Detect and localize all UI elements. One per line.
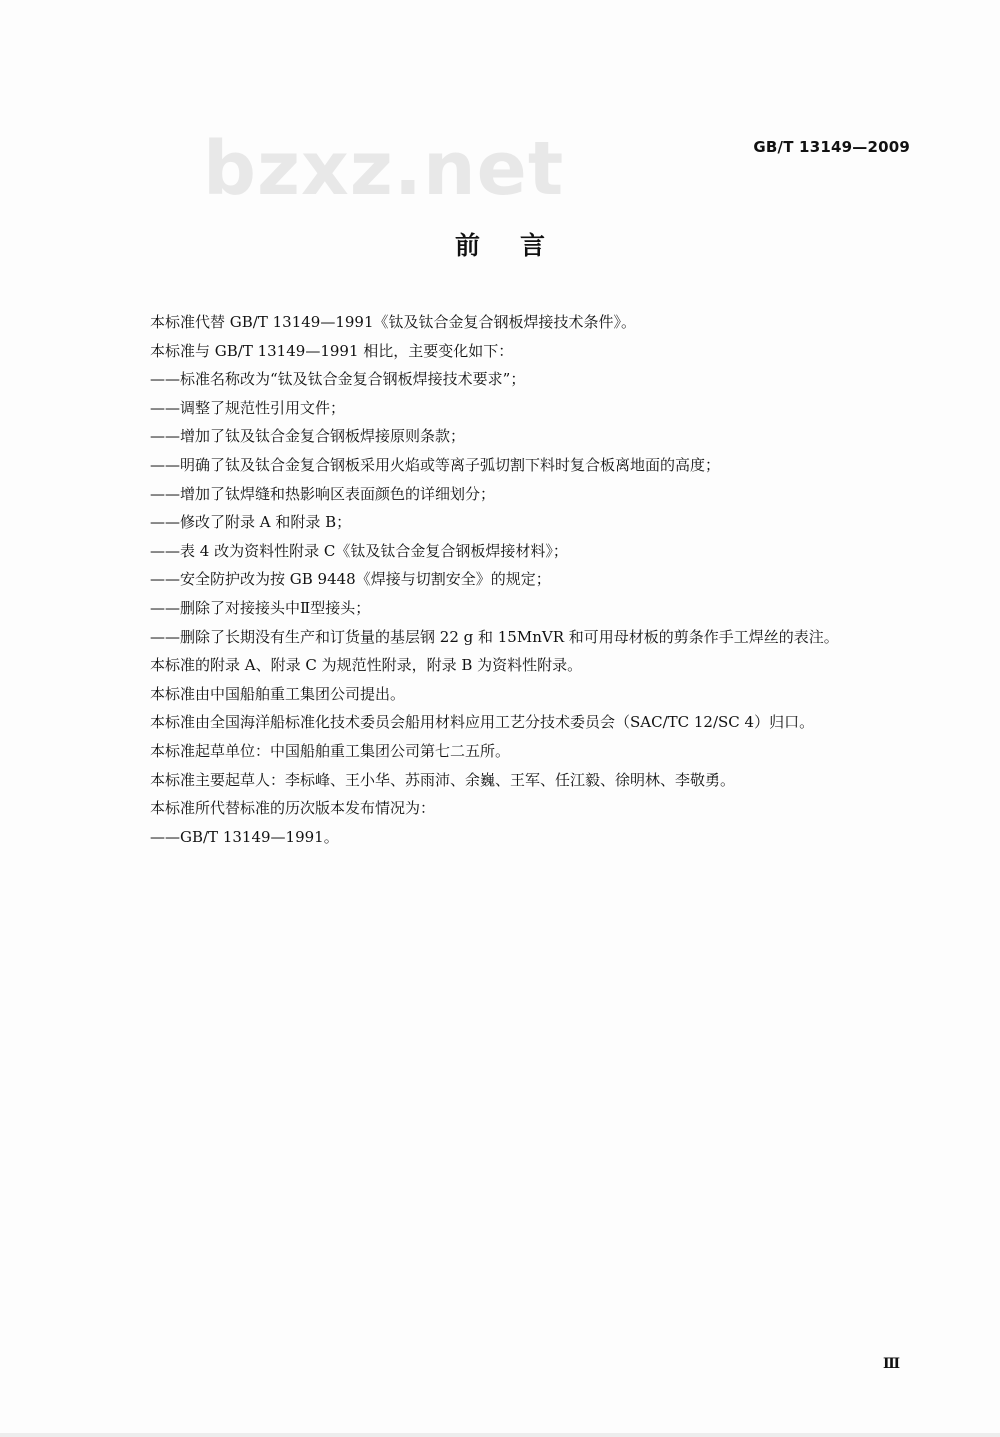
paragraph-proposed-by: 本标准由中国船舶重工集团公司提出。: [150, 684, 406, 703]
change-item: ——删除了长期没有生产和订货量的基层钢 22 g 和 15MnVR 和可用母材板的剪条作手工焊丝的表注。: [150, 627, 839, 646]
change-item: ——删除了对接接头中Ⅱ型接头；: [150, 598, 371, 617]
foreword-body: [118, 308, 913, 851]
change-item: ——修改了附录 A 和附录 B；: [150, 513, 352, 532]
paragraph-changes-intro: 本标准与 GB/T 13149—1991 相比，主要变化如下：: [150, 341, 514, 360]
paragraph-replaces: 本标准代替 GB/T 13149—1991《钛及钛合金复合钢板焊接技术条件》。: [150, 313, 636, 331]
page-number: Ⅲ: [882, 1356, 900, 1372]
change-item: ——安全防护改为按 GB 9448《焊接与切割安全》的规定；: [150, 570, 551, 589]
paragraph-governed-by: 本标准由全国海洋船标准化技术委员会船用材料应用工艺分技术委员会（SAC/TC 12/SC 4）归口。: [150, 713, 815, 732]
change-item: ——明确了钛及钛合金复合钢板采用火焰或等离子弧切割下料时复合板离地面的高度；: [150, 455, 721, 474]
change-item: ——调整了规范性引用文件；: [150, 398, 346, 417]
paragraph-history-intro: 本标准所代替标准的历次版本发布情况为：: [150, 799, 436, 818]
paragraph-drafting-unit: 本标准起草单位：中国船舶重工集团公司第七二五所。: [150, 741, 511, 760]
document-code: GB/T 13149—2009: [753, 138, 910, 156]
change-item: ——标准名称改为“钛及钛合金复合钢板焊接技术要求”；: [150, 370, 526, 389]
paragraph-drafters: 本标准主要起草人：李标峰、王小华、苏雨沛、余巍、王军、任江毅、徐明林、李敬勇。: [150, 770, 736, 789]
scan-edge-divider: [0, 1433, 1000, 1437]
paragraph-annexes: 本标准的附录 A、附录 C 为规范性附录，附录 B 为资料性附录。: [150, 656, 583, 675]
change-item: ——表 4 改为资料性附录 C《钛及钛合金复合钢板焊接材料》；: [150, 541, 568, 560]
watermark-text: bzxz.net: [203, 126, 565, 212]
page-title: 前言: [454, 231, 585, 260]
change-item: ——增加了钛焊缝和热影响区表面颜色的详细划分；: [150, 484, 496, 503]
change-item: ——增加了钛及钛合金复合钢板焊接原则条款；: [150, 427, 466, 446]
history-item: ——GB/T 13149—1991。: [150, 827, 339, 846]
